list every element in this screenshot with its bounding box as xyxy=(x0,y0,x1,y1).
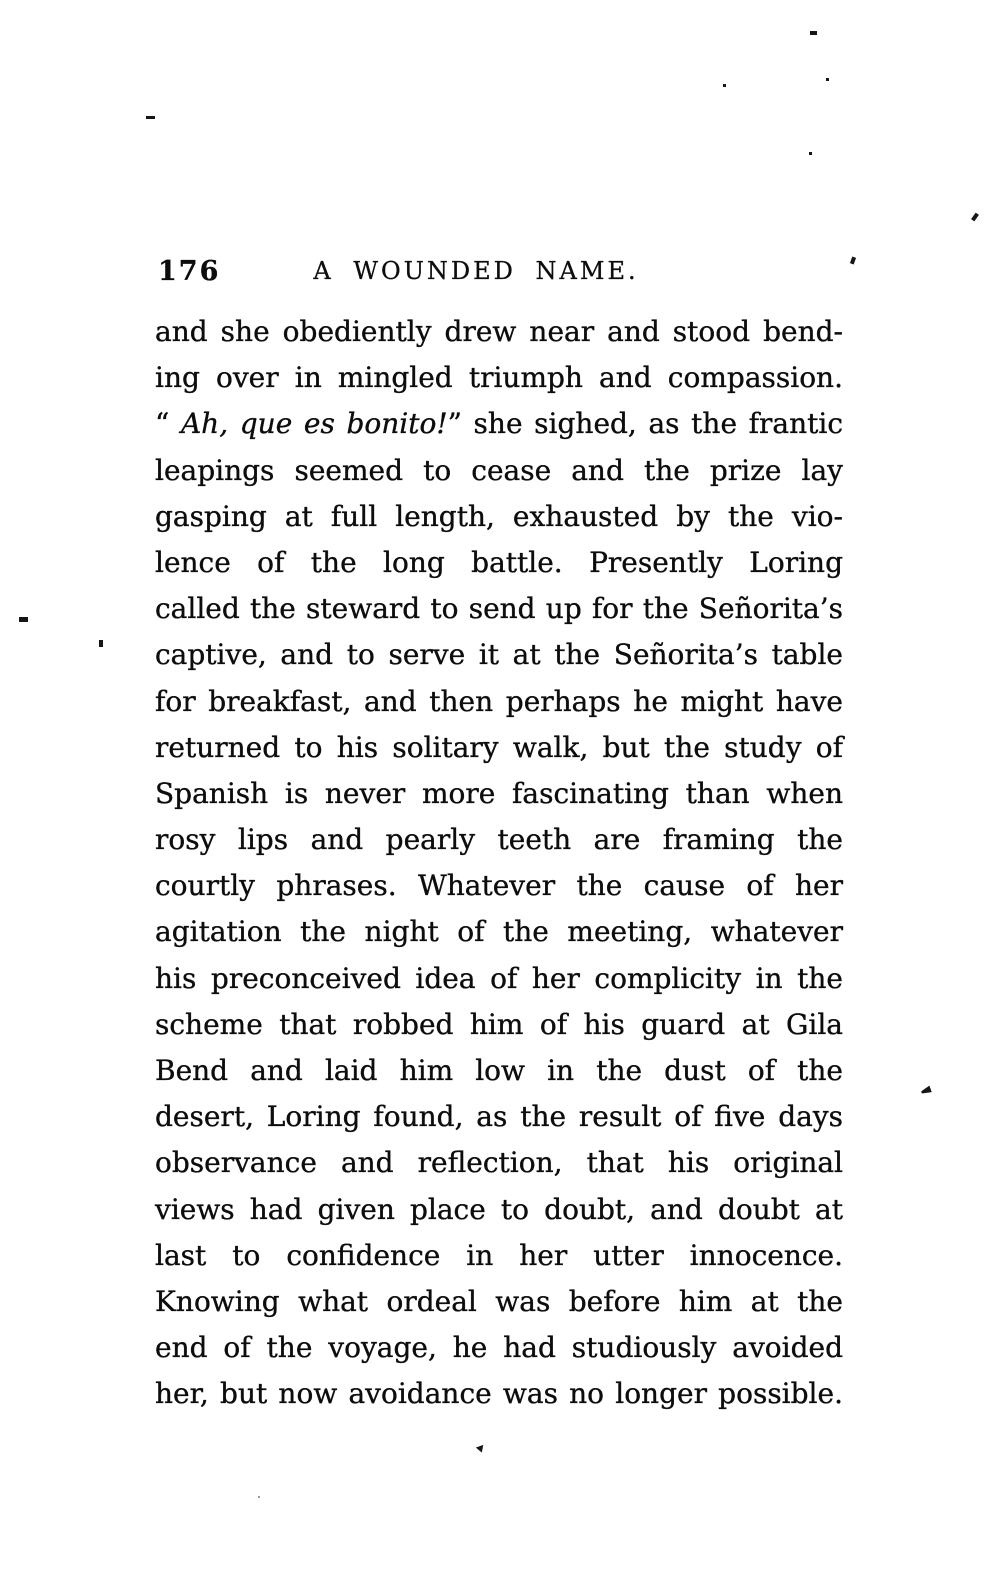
text-line xyxy=(155,494,843,540)
text-line xyxy=(155,632,843,678)
text-line xyxy=(155,1048,843,1094)
text-segment: observance and reflection, that his original xyxy=(155,1146,843,1180)
text-line xyxy=(155,679,843,725)
text-segment: end of the voyage, he had studiously avoided xyxy=(155,1331,843,1365)
text-line xyxy=(155,1371,843,1417)
text-line xyxy=(155,1233,843,1279)
text-line xyxy=(155,1187,843,1233)
scan-speck xyxy=(971,213,979,222)
text-segment: Bend and laid him low in the dust of the xyxy=(155,1054,843,1087)
text-line xyxy=(155,817,843,863)
scan-speck xyxy=(920,1086,932,1096)
text-segment: “ xyxy=(155,407,181,441)
text-line xyxy=(155,1279,843,1325)
scan-speck xyxy=(809,152,812,155)
page-number: 176 xyxy=(158,256,221,287)
scan-speck xyxy=(850,257,856,265)
text-line xyxy=(155,1094,843,1140)
page-header xyxy=(155,252,843,288)
text-segment: gasping at full length, exhausted by the vio- xyxy=(155,499,843,533)
text-segment: last to confidence in her utter innocence. xyxy=(155,1238,843,1272)
text-segment: views had given place to doubt, and doubt at xyxy=(155,1192,843,1226)
page-body xyxy=(155,309,843,1418)
scan-speck xyxy=(826,78,829,81)
text-segment: returned to his solitary walk, but the study of xyxy=(155,730,843,764)
text-segment: courtly phrases. Whatever the cause of her xyxy=(155,869,843,903)
text-segment: rosy lips and pearly teeth are framing the xyxy=(155,823,843,857)
text-segment: his preconceived idea of her complicity in the xyxy=(155,961,843,995)
text-line xyxy=(155,586,843,632)
text-segment: desert, Loring found, as the result of five days xyxy=(155,1100,843,1134)
text-line xyxy=(155,1325,843,1371)
text-segment: agitation the night of the meeting, whatever xyxy=(155,915,843,949)
text-line xyxy=(155,1002,843,1048)
text-line xyxy=(155,1140,843,1186)
scan-speck xyxy=(19,617,28,622)
text-line xyxy=(155,401,843,447)
text-segment: captive, and to serve it at the Señorita’s table xyxy=(155,638,843,672)
text-segment: called the steward to send up for the Señorita’s xyxy=(155,592,843,626)
text-segment: ing over in mingled triumph and compassion. xyxy=(155,361,843,395)
scan-speck xyxy=(476,1442,487,1453)
text-segment: for breakfast, and then perhaps he might have xyxy=(155,684,843,718)
text-line xyxy=(155,540,843,586)
text-segment: and she obediently drew near and stood bend- xyxy=(155,315,843,348)
text-line xyxy=(155,309,843,355)
text-segment: ” she sighed, as the frantic xyxy=(447,407,844,441)
text-segment: Spanish is never more fascinating than when xyxy=(155,776,843,810)
scan-speck xyxy=(146,116,155,119)
running-title: A WOUNDED NAME. xyxy=(313,257,639,285)
scan-speck xyxy=(99,640,103,647)
text-line xyxy=(155,448,843,494)
text-segment: her, but now avoidance was no longer possible. xyxy=(155,1377,843,1411)
text-line xyxy=(155,355,843,401)
scan-speck xyxy=(258,1496,260,1498)
scan-speck xyxy=(810,31,817,35)
text-line xyxy=(155,909,843,955)
text-line xyxy=(155,725,843,771)
text-segment: lence of the long battle. Presently Loring xyxy=(155,545,843,579)
text-line xyxy=(155,771,843,817)
italic-text-segment: Ah, que es bonito! xyxy=(180,407,448,441)
text-segment: scheme that robbed him of his guard at Gila xyxy=(155,1007,843,1041)
text-segment: leapings seemed to cease and the prize lay xyxy=(155,453,843,487)
scan-speck xyxy=(723,84,726,87)
text-line xyxy=(155,956,843,1002)
text-segment: Knowing what ordeal was before him at the xyxy=(155,1284,843,1318)
text-line xyxy=(155,863,843,909)
